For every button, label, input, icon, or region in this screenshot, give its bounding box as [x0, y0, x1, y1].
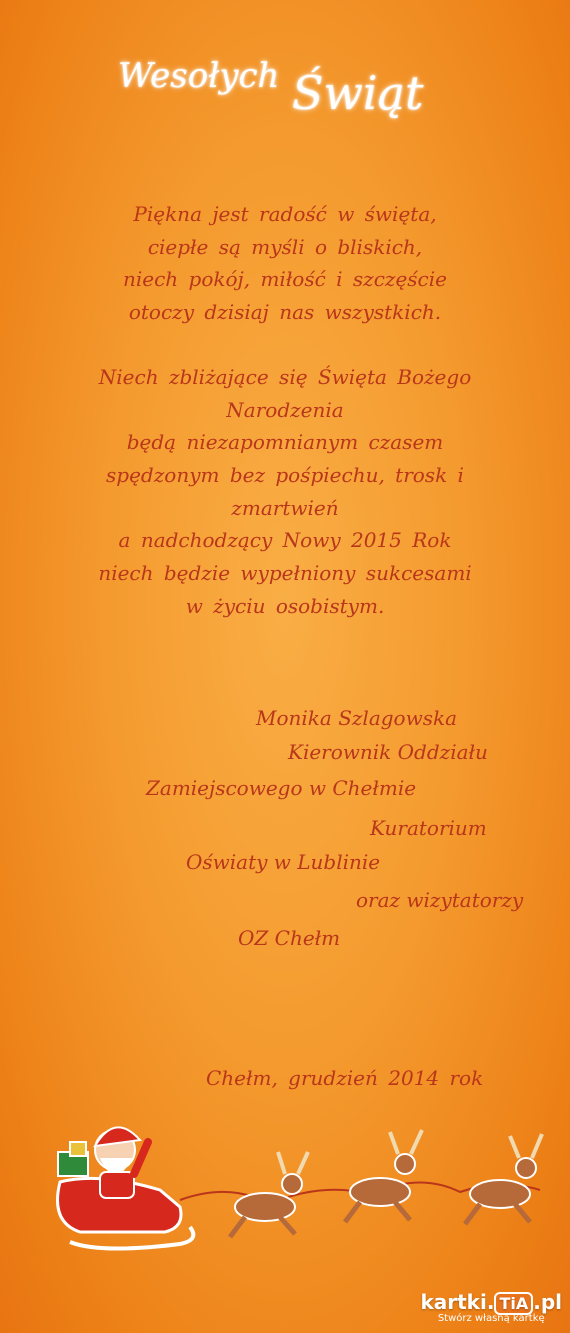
logo-brand-suffix: .pl: [533, 1290, 562, 1314]
title-word-1: Wesołych: [118, 56, 280, 96]
poem-line: otoczy dzisiaj nas wszystkich.: [128, 300, 442, 325]
date-line: Chełm, grudzień 2014 rok: [206, 1066, 484, 1090]
logo-brand-prefix: kartki.: [420, 1290, 495, 1314]
poem-line: spędzonym bez pośpiechu, trosk i: [106, 462, 464, 487]
poem: [80, 198, 490, 622]
signature-role-line-2: Zamiejscowego w Chełmie: [146, 776, 417, 800]
logo-badge: TiA: [494, 1292, 533, 1315]
logo-tagline: Stwórz własną kartkę: [437, 1313, 545, 1324]
reindeer-icon: [465, 1134, 542, 1224]
title-word-2: Świąt: [292, 66, 424, 120]
signature-also-line-2: OZ Chełm: [238, 926, 341, 950]
signature-name: Monika Szlagowska: [256, 706, 458, 730]
poem-line: zmartwień: [231, 495, 339, 520]
signature-also-line-1: oraz wizytatorzy: [356, 888, 524, 912]
poem-line: Piękna jest radość w święta,: [133, 202, 437, 226]
reindeer-icon: [345, 1130, 422, 1222]
poem-line: niech będzie wypełniony sukcesami: [98, 561, 472, 586]
santa-sleigh-illustration: [40, 1112, 565, 1262]
signature-role-line-1: Kierownik Oddziału: [288, 740, 488, 764]
poem-line: Narodzenia: [226, 397, 344, 422]
logo-brand: [420, 1290, 562, 1315]
poem-line: Niech zbliżające się Święta Bożego: [98, 364, 472, 389]
poem-gap: [80, 329, 490, 361]
poem-line: w życiu osobistym.: [185, 593, 385, 618]
poem-line: a nadchodzący Nowy 2015 Rok: [118, 528, 452, 553]
poem-line: będą niezapomnianym czasem: [126, 430, 444, 455]
poem-line: niech pokój, miłość i szczęście: [122, 267, 447, 292]
site-logo[interactable]: [420, 1290, 562, 1324]
signature-org-line-1: Kuratorium: [370, 816, 487, 840]
poem-line: ciepłe są myśli o bliskich,: [147, 234, 423, 259]
signature-org-line-2: Oświaty w Lublinie: [186, 850, 381, 874]
